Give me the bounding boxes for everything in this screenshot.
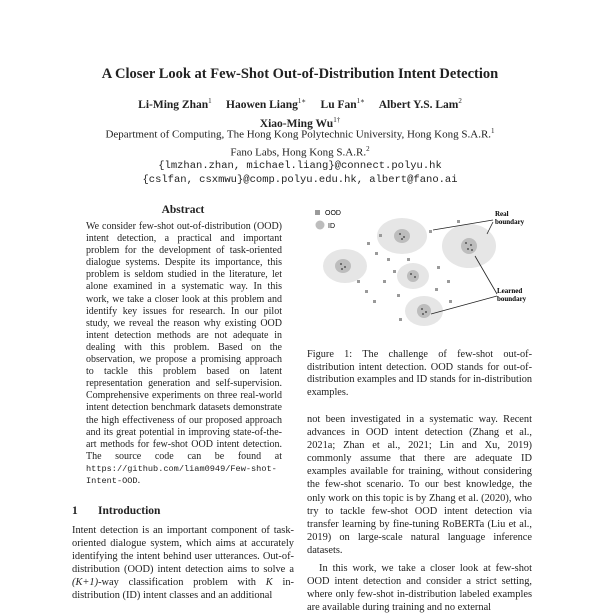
- legend-id-marker: [316, 221, 325, 230]
- real-boundary-label-text: Real: [495, 210, 509, 218]
- figure-1: [307, 200, 532, 340]
- affiliations: [0, 124, 600, 187]
- right-column-text: [307, 413, 532, 614]
- author-line-2: Xiao-Ming $Wu^{1\dagger}$: [259, 115, 341, 130]
- author: Haowen Liang$^{1∗}$: [226, 97, 307, 111]
- paper-title: A Closer Look at Few-Shot Out-of-Distribution Intent Detection: [101, 66, 499, 82]
- email-1: {lmzhan.zhan, michael.liang}@connect.polyu.hk: [158, 160, 442, 173]
- author: Albert Y.S. Lam$^2$: [378, 97, 462, 111]
- author: Lu Fan$^{1∗}$: [320, 97, 365, 111]
- code-link[interactable]: https://github.com/liam0949/Few-shot-Intent-OOD: [86, 463, 277, 486]
- learned-boundary-label: Learned boundary: [497, 287, 527, 303]
- legend-ood-label: OOD: [325, 210, 341, 217]
- paragraph: not been investigated in a systematic way. Recent advances in OOD intent detection (Zhang et al., 2021a; Zhan et al., 2021; Lin and Xu, 2019) commonly assume that there are adequate ID examples available for training, without considering the few-shot scenario. To our best knowledge, the only work on this topic is by Zhang et al. (2020), who try to tackle few-shot OOD intent detection via transfer learning by fine-tuning RoBERTa (Liu et al., 2019) on large-scale natural language inference datasets.: [307, 414, 532, 556]
- author-line-1: [0, 94, 600, 113]
- section-heading: 1 Introduction: [72, 505, 161, 517]
- paragraph: In this work, we take a closer look at few-shot OOD intent detection and consider a strict setting, where only few-shot in-distribution labeled examples are available during training and no external: [307, 563, 532, 614]
- email-2: {cslfan, csxmwu}@comp.polyu.edu.hk, albert@fano.ai: [142, 174, 458, 187]
- legend-ood-marker: [315, 210, 320, 215]
- abstract-text: We consider few-shot out-of-distribution (OOD) intent detection, a practical and important problem for the development of task-oriented dialogue systems. Despite its importance, this problem is seldom studied in the literature, let alone examined in a systematic way. In this work, we take a closer look at this problem and identify key issues for research. In our pilot study, we reveal the reason why existing OOD intent detection methods are not adequate in dealing with this problem. Based on the observation, we propose a promising approach to tackle this problem based on latent representation generation and self-supervision. Comprehensive experiments on three real-world intent detection benchmark datasets demonstrate the high effectiveness of our proposed approach and its great potential in improving state-of-the-art methods for few-shot OOD intent detection. The source code can be found at https://github.com/liam0949/Few-shot-Intent-OOD.: [86, 221, 282, 486]
- real-boundary-label: Real boundary: [495, 210, 525, 226]
- author: Li-Ming Zhan$^1$: [138, 97, 212, 111]
- abstract-heading: Abstract: [161, 204, 205, 216]
- legend-id-label: ID: [328, 223, 335, 230]
- intro-text: Intent detection is an important component of task-oriented dialogue system, which aims at accurately identifying the intent behind user utterances. Out-of-distribution (OOD) intent detection aims to solve a (K+1)-way classification problem with K in-distribution (ID) intent classes and an additional: [72, 525, 294, 602]
- affiliation-1: Department of Computing, The Hong Kong Polytechnic University, Hong Kong S.A.R.$^1$: [105, 127, 495, 141]
- affiliation-2: Fano Labs, Hong Kong S.A.R.$^2$: [230, 144, 370, 159]
- learned-boundary-label-text: Learned: [497, 287, 523, 295]
- figure-caption: Figure 1: The challenge of few-shot out-of-distribution intent detection. OOD stands for out-of-distribution examples and ID stands for in-distribution examples.: [307, 349, 532, 398]
